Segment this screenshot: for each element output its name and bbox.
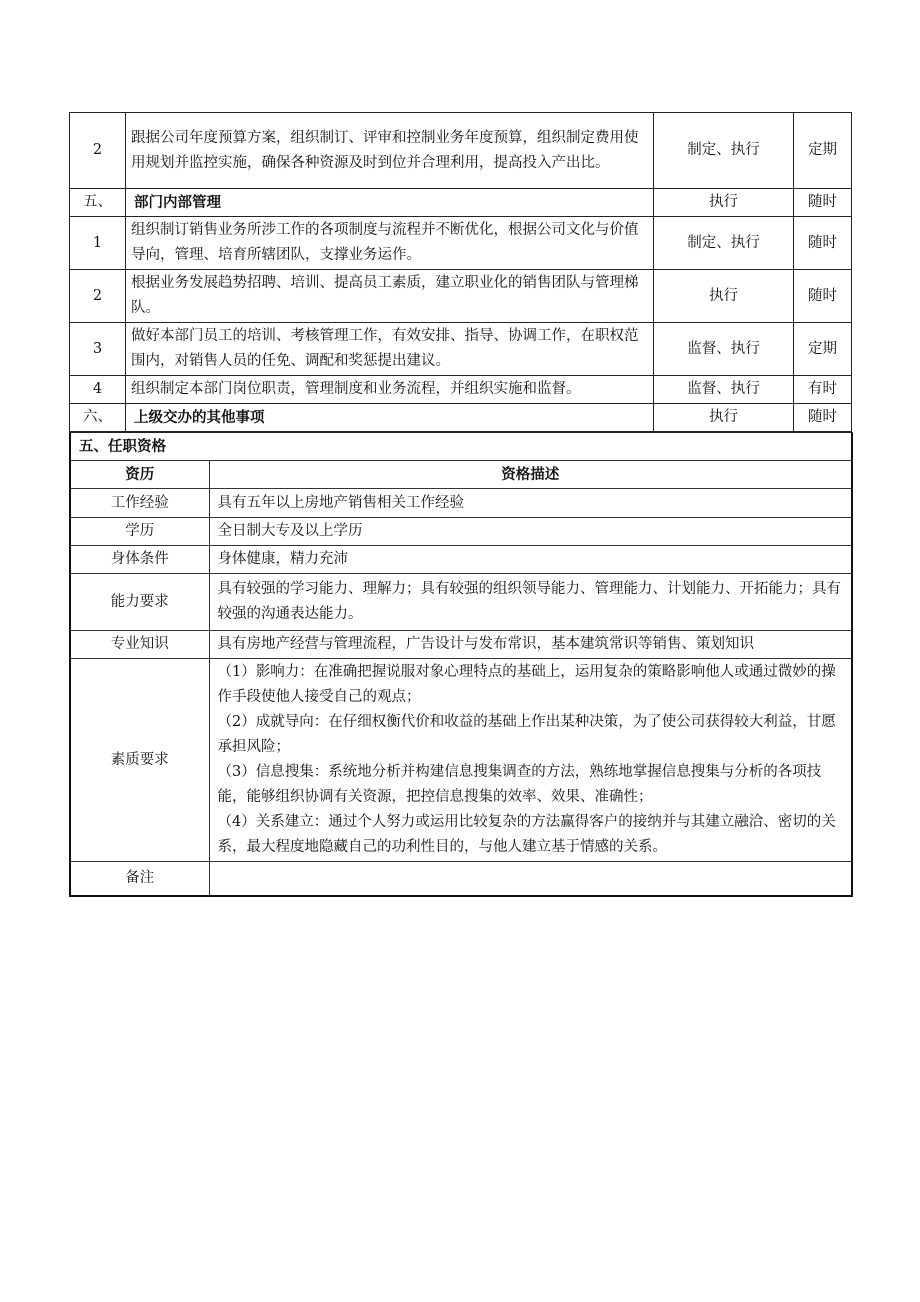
duty-section-internal-management <box>70 189 852 217</box>
qualifications-title-row <box>70 433 852 461</box>
competencies-list <box>209 659 852 862</box>
duties-table <box>69 112 852 432</box>
duty-description: 做好本部门员工的培训、考核管理工作，有效安排、指导、协调工作，在职权范围内，对销售人员的任免、调配和奖惩提出建议。 <box>126 323 654 376</box>
competency-relationship-building: （4）关系建立：通过个人努力或运用比较复杂的方法赢得客户的接纳并与其建立融洽、密切的关系，最大程度地隐藏自己的功利性目的，与他人建立基于情感的关系。 <box>217 814 836 855</box>
duty-number: 2 <box>70 113 126 189</box>
qualifications-table-body <box>70 433 852 896</box>
duty-role: 执行 <box>654 189 794 217</box>
competency-achievement: （2）成就导向：在仔细权衡代价和收益的基础上作出某种决策，为了使公司获得较大利益，甘愿承担风险； <box>217 714 836 755</box>
qualification-row-competencies <box>70 659 852 862</box>
section-title: 上级交办的其他事项 <box>126 404 654 432</box>
duty-number: 3 <box>70 323 126 376</box>
duty-role: 执行 <box>654 404 794 432</box>
qualification-item: 素质要求 <box>70 659 209 862</box>
duty-role: 监督、执行 <box>654 376 794 404</box>
qualification-item: 能力要求 <box>70 574 209 631</box>
duty-frequency: 定期 <box>794 323 852 376</box>
duty-frequency: 定期 <box>794 113 852 189</box>
qualifications-title: 五、任职资格 <box>70 433 852 461</box>
header-qualification-description: 资格描述 <box>209 461 852 489</box>
section-number: 五、 <box>70 189 126 217</box>
header-qualification-item: 资历 <box>70 461 209 489</box>
qualifications-table <box>69 432 853 897</box>
duty-row-recruiting <box>70 270 852 323</box>
qualification-row-health <box>70 546 852 574</box>
qualification-description: 身体健康，精力充沛 <box>209 546 852 574</box>
qualification-item: 专业知识 <box>70 631 209 659</box>
duty-role: 执行 <box>654 270 794 323</box>
duties-table-body <box>70 113 852 432</box>
qualification-item: 学历 <box>70 518 209 546</box>
duty-number: 2 <box>70 270 126 323</box>
duty-row-responsibilities <box>70 376 852 404</box>
duty-row-training <box>70 323 852 376</box>
duty-role: 制定、执行 <box>654 113 794 189</box>
duty-role: 监督、执行 <box>654 323 794 376</box>
qualification-description: 全日制大专及以上学历 <box>209 518 852 546</box>
job-description-sheet <box>69 112 851 897</box>
notes-field <box>209 862 852 896</box>
qualification-description: 具有房地产经营与管理流程，广告设计与发布常识，基本建筑常识等销售、策划知识 <box>209 631 852 659</box>
duty-description: 组织制定本部门岗位职责，管理制度和业务流程，并组织实施和监督。 <box>126 376 654 404</box>
duty-role: 制定、执行 <box>654 217 794 270</box>
qualification-item: 身体条件 <box>70 546 209 574</box>
qualification-item: 备注 <box>70 862 209 896</box>
qualification-row-knowledge <box>70 631 852 659</box>
qualification-description: 具有五年以上房地产销售相关工作经验 <box>209 489 852 518</box>
duty-description: 根据业务发展趋势招聘、培训、提高员工素质，建立职业化的销售团队与管理梯队。 <box>126 270 654 323</box>
duty-description: 跟据公司年度预算方案，组织制订、评审和控制业务年度预算，组织制定费用使用规划并监控实施，确保各种资源及时到位并合理利用，提高投入产出比。 <box>126 113 654 189</box>
duty-number: 1 <box>70 217 126 270</box>
qualification-row-experience <box>70 489 852 518</box>
qualification-item: 工作经验 <box>70 489 209 518</box>
competency-information-gathering: （3）信息搜集：系统地分析并构建信息搜集调查的方法，熟练地掌握信息搜集与分析的各项技能，能够组织协调有关资源，把控信息搜集的效率、效果、准确性； <box>217 764 822 805</box>
competency-influence: （1）影响力：在准确把握说服对象心理特点的基础上，运用复杂的策略影响他人或通过微妙的操作手段使他人接受自己的观点； <box>217 664 836 705</box>
duty-frequency: 随时 <box>794 270 852 323</box>
qualification-description: 具有较强的学习能力、理解力；具有较强的组织领导能力、管理能力、计划能力、开拓能力；具有较强的沟通表达能力。 <box>209 574 852 631</box>
duty-row-process <box>70 217 852 270</box>
duty-frequency: 随时 <box>794 217 852 270</box>
qualifications-header-row <box>70 461 852 489</box>
qualification-row-education <box>70 518 852 546</box>
section-number: 六、 <box>70 404 126 432</box>
duty-frequency: 有时 <box>794 376 852 404</box>
duty-row-budget <box>70 113 852 189</box>
duty-description: 组织制订销售业务所涉工作的各项制度与流程并不断优化，根据公司文化与价值导向，管理、培育所辖团队，支撑业务运作。 <box>126 217 654 270</box>
qualification-row-notes <box>70 862 852 896</box>
section-title: 部门内部管理 <box>126 189 654 217</box>
duty-frequency: 随时 <box>794 404 852 432</box>
duty-section-other-tasks <box>70 404 852 432</box>
duty-number: 4 <box>70 376 126 404</box>
duty-frequency: 随时 <box>794 189 852 217</box>
qualification-row-abilities <box>70 574 852 631</box>
